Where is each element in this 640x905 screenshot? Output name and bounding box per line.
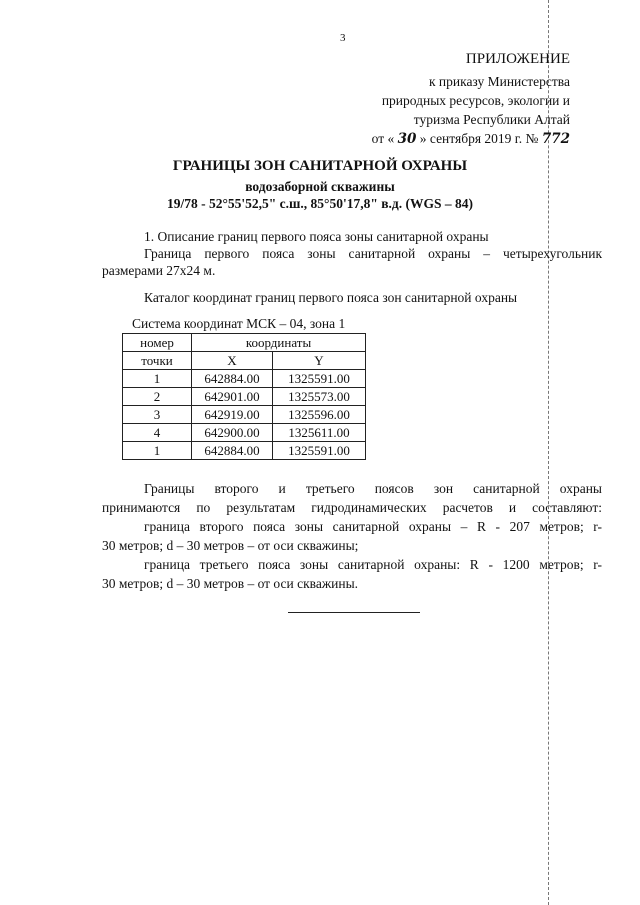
section-1-paragraph-line-1: Граница первого пояса зоны санитарной охраны – четырехугольник	[144, 246, 602, 261]
header-point-1: номер	[123, 334, 192, 352]
document-title: ГРАНИЦЫ ЗОН САНИТАРНОЙ ОХРАНЫ	[172, 158, 468, 174]
date-suffix: » сентября 2019 г. №	[419, 131, 539, 146]
cell-y: 1325591.00	[273, 442, 366, 460]
header-y: Y	[273, 352, 366, 370]
table-row	[123, 388, 366, 406]
cell-y: 1325611.00	[273, 424, 366, 442]
cell-point: 1	[123, 370, 192, 388]
appendix-line-1: к приказу Министерства	[428, 74, 570, 89]
zones-line-6: 30 метров; d – 30 метров – от оси скважины.	[102, 576, 359, 591]
header-point-2: точки	[123, 352, 192, 370]
cell-point: 1	[123, 442, 192, 460]
coordinates-table	[122, 333, 366, 460]
closing-rule	[288, 612, 420, 613]
cell-x: 642884.00	[192, 370, 273, 388]
order-number-handwritten: 772	[541, 131, 570, 147]
table-header-row	[123, 334, 366, 352]
cell-y: 1325596.00	[273, 406, 366, 424]
table-header-row	[123, 352, 366, 370]
cell-x: 642900.00	[192, 424, 273, 442]
table-row	[123, 370, 366, 388]
table-row	[123, 442, 366, 460]
cell-x: 642884.00	[192, 442, 273, 460]
table-row	[123, 406, 366, 424]
cell-point: 3	[123, 406, 192, 424]
zones-line-3: граница второго пояса зоны санитарной охраны – R - 207 метров; r-	[144, 519, 602, 534]
appendix-date-line	[340, 129, 570, 149]
date-day-handwritten: 30	[397, 131, 417, 147]
appendix-line-2: природных ресурсов, экологии и	[381, 93, 570, 108]
zones-description	[102, 479, 602, 593]
date-prefix: от «	[371, 131, 395, 146]
header-x: X	[192, 352, 273, 370]
cell-y: 1325573.00	[273, 388, 366, 406]
document-coordinates-line: 19/78 - 52°55'52,5" с.ш., 85°50'17,8" в.д. (WGS – 84)	[167, 196, 473, 211]
table-caption: Система координат МСК – 04, зона 1	[132, 316, 346, 331]
cell-point: 2	[123, 388, 192, 406]
appendix-line-3: туризма Республики Алтай	[413, 112, 570, 127]
section-1-paragraph-line-2: размерами 27x24 м.	[102, 263, 216, 278]
header-coordinates: координаты	[192, 334, 366, 352]
cell-x: 642901.00	[192, 388, 273, 406]
document-subtitle: водозаборной скважины	[245, 179, 395, 194]
cell-point: 4	[123, 424, 192, 442]
page-number: 3	[340, 32, 346, 44]
zones-line-4: 30 метров; d – 30 метров – от оси скважины;	[102, 538, 359, 553]
catalog-heading: Каталог координат границ первого пояса зон санитарной охраны	[144, 290, 518, 305]
appendix-title: ПРИЛОЖЕНИЕ	[465, 51, 570, 67]
appendix-header	[340, 50, 570, 149]
zones-line-5: граница третьего пояса зоны санитарной охраны: R - 1200 метров; r-	[144, 557, 602, 572]
section-1-heading: 1. Описание границ первого пояса зоны санитарной охраны	[144, 229, 489, 244]
zones-line-2: принимаются по результатам гидродинамических расчетов и составляют:	[102, 500, 602, 515]
zones-line-1: Границы второго и третьего поясов зон санитарной охраны	[144, 481, 602, 496]
cell-x: 642919.00	[192, 406, 273, 424]
cell-y: 1325591.00	[273, 370, 366, 388]
table-row	[123, 424, 366, 442]
